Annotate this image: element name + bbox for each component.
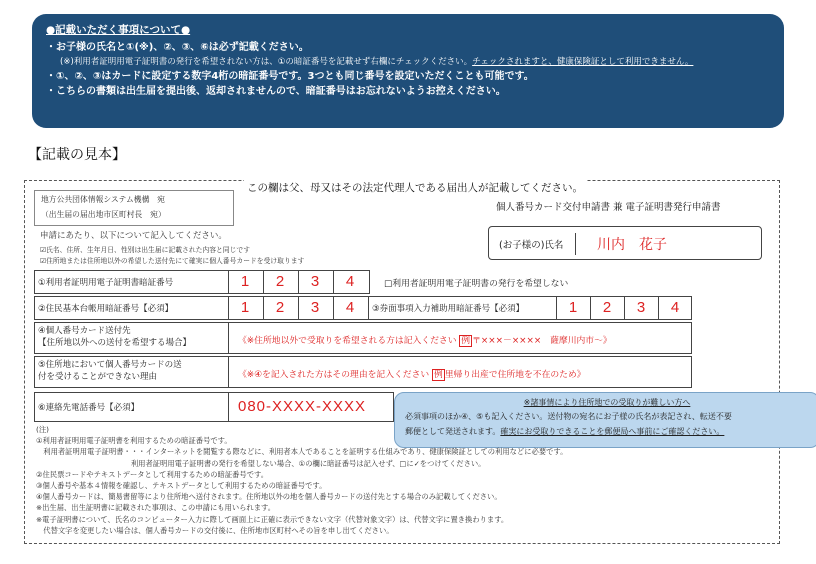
row-4-label-line-2: 【住所地以外への送付を希望する場合】 <box>38 338 192 348</box>
footnote: 代替文字を変更したい場合は、個人番号カードの交付後に、住所地市区町村へその旨を申し出てください。 <box>36 525 394 535</box>
row-1-digit[interactable]: 3 <box>310 273 320 290</box>
form-title: 個人番号カード交付申請書 兼 電子証明書発行申請書 <box>496 202 721 213</box>
row-4-example-value[interactable]: 〒×××－×××× 薩摩川内市～》 <box>472 336 612 346</box>
row-5-example-value[interactable]: 里帰り出産で住所地を不在のため》 <box>444 370 586 380</box>
row-1-digit[interactable]: 1 <box>240 273 250 290</box>
row-2-digit[interactable]: 4 <box>345 299 355 316</box>
notice-line-4: ・こちらの書類は出生届を提出後、返却されませんので、暗証番号はお忘れないようお控えください。 <box>46 86 506 97</box>
form-intro: 申請にあたり、以下について記入してください。 <box>40 231 227 241</box>
row-5-note-text: 《※④を記入された方はその理由を記入ください <box>238 370 430 380</box>
name-divider <box>575 233 576 255</box>
row-5-label-line-1: ⑤住所地において個人番号カードの送 <box>38 360 182 370</box>
remote-delivery-title: ※諸事情により住所地での受取りが難しい方へ <box>523 398 691 407</box>
notice-line-2 <box>46 55 770 69</box>
footnote: ②住民票コードやテキストデータとして利用するための暗証番号です。 <box>36 469 269 479</box>
row-4-label <box>38 325 191 349</box>
row-6-label: ⑥連絡先電話番号【必須】 <box>38 403 140 413</box>
form-header-note: この欄は父、母又はその法定代理人である届出人が記載してください。 <box>244 180 586 195</box>
footnote: ※出生届、出生証明書に記載された事項は、この申請にも用いられます。 <box>36 503 276 513</box>
footnote: ①利用者証明用電子証明書を利用するための暗証番号です。 <box>36 436 232 446</box>
row-3-digit[interactable]: 1 <box>568 299 578 316</box>
footnote: 利用者証明用電子証明書の発行を希望しない場合、①の欄に暗証番号は記入せず、□に✓をつけてください。 <box>36 458 486 468</box>
footnote: 利用者証明用電子証明書・・・インターネットを閲覧する際などに、利用者本人であることを証明する仕組みであり、健康保険証としての利用などに必要です。 <box>36 447 568 457</box>
row-5-label-line-2: 付を受けることができない理由 <box>38 372 158 382</box>
row-2-label: ②住民基本台帳用暗証番号【必須】 <box>38 304 174 314</box>
row-4-note-text: 《※住所地以外で受取りを希望される方は記入ください <box>238 336 457 346</box>
row-3-digit[interactable]: 2 <box>602 299 612 316</box>
notice-line-2b: チェックされますと、健康保険証として利用できません。 <box>472 57 694 67</box>
child-name-box <box>488 226 762 260</box>
notice-line-3: ・①、②、③はカードに設定する数字4桁の暗証番号です。3つとも同じ番号を設定いただくことも可能です。 <box>46 71 534 82</box>
child-name-label: (お子様の)氏名 <box>499 240 564 251</box>
row-2-digit[interactable]: 1 <box>240 299 250 316</box>
row-4-example-badge: 例 <box>461 336 471 346</box>
confirm-check-2: ☑住所地または住所地以外の希望した送付先にて確実に個人番号カードを受け取ります <box>40 257 305 265</box>
notice-line-1: ・お子様の氏名と①(※)、②、③、⑥は必ず記載ください。 <box>46 42 309 53</box>
footnote: ③個人番号や基本４情報を確認し、テキストデータとして利用するための暗証番号です。 <box>36 481 327 491</box>
row-3-label: ③券面事項入力補助用暗証番号【必須】 <box>372 304 525 314</box>
notice-title: ●記載いただく事項について● <box>46 24 191 36</box>
row-3-digit[interactable]: 4 <box>670 299 680 316</box>
footnote: (注) <box>36 425 49 434</box>
remote-delivery-line-1: 必須事項のほか④、⑤も記入ください。送付物の宛名にお子様の氏名が表記され、転送不要 <box>405 412 732 421</box>
row-4-label-line-1: ④個人番号カード送付先 <box>38 326 131 336</box>
confirm-check-1: ☑氏名、住所、生年月日、性別は出生届に記載された内容と同じです <box>40 246 250 254</box>
row-5-note <box>238 367 586 380</box>
sample-heading: 【記載の見本】 <box>28 147 126 163</box>
row-4-note <box>238 333 612 346</box>
addressee-line-1: 地方公共団体情報システム機構 宛 <box>41 195 165 204</box>
child-name-value[interactable]: 川内 花子 <box>597 237 667 253</box>
row-5-example-badge: 例 <box>434 370 443 380</box>
footnotes <box>36 424 567 536</box>
notice-box <box>32 14 784 128</box>
row-2-digit[interactable]: 2 <box>275 299 285 316</box>
row-2-digit[interactable]: 3 <box>310 299 320 316</box>
footnote: ④個人番号カードは、簡易書留等により住所地へ送付されます。住所地以外の地を個人番号カードの送付先とする場合のみ記載してください。 <box>36 492 502 502</box>
remote-delivery-line-2b: 確実にお受取りできることを郵便局へ事前にご確認ください。 <box>500 427 725 436</box>
notice-line-2a: (※)利用者証明用電子証明書の発行を希望されない方は、①の暗証番号を記載せず右欄にチェックください。 <box>60 57 473 67</box>
footnote: ※電子証明書について、氏名のコンピューター入力に際して画面上に正確に表示できない文字（代替対象文字）は、代替文字に置き換わります。 <box>36 514 509 524</box>
row-5-label <box>38 359 182 383</box>
addressee-box <box>34 190 234 226</box>
addressee-line-2: （出生届の届出地市区町村長 宛） <box>41 210 166 219</box>
no-certificate-checkbox[interactable]: □利用者証明用電子証明書の発行を希望しない <box>384 279 569 289</box>
row-1-digit[interactable]: 2 <box>275 273 285 290</box>
row-3-digit[interactable]: 3 <box>636 299 646 316</box>
row-1-label: ①利用者証明用電子証明書暗証番号 <box>38 278 174 288</box>
row-1-digit[interactable]: 4 <box>345 273 355 290</box>
remote-delivery-line-2a: 郵便として発送されます。 <box>405 427 501 436</box>
phone-number-value[interactable]: 080-XXXX-XXXX <box>238 398 367 415</box>
